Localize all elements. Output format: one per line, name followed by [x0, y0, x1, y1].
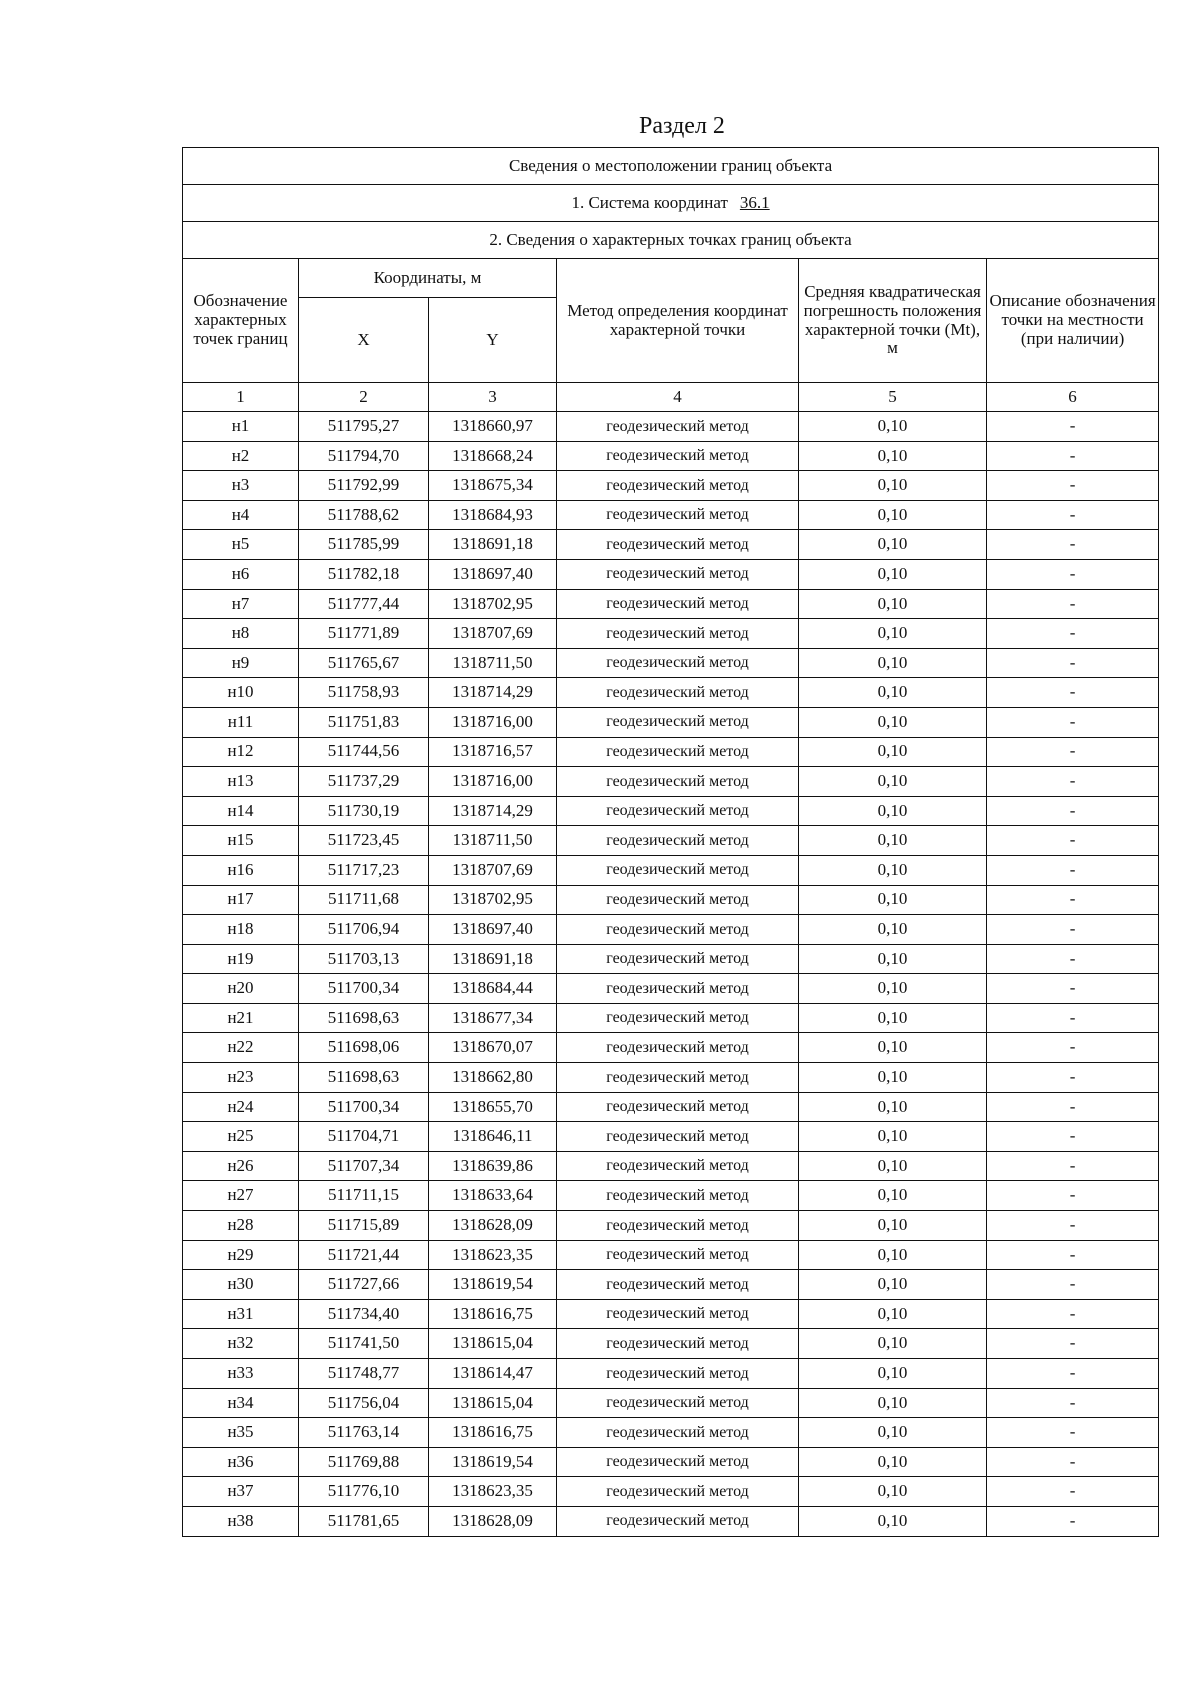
point-x: 511769,88	[299, 1447, 429, 1477]
point-y: 1318711,50	[429, 826, 557, 856]
point-description: -	[987, 1122, 1159, 1152]
point-method: геодезический метод	[557, 441, 799, 471]
point-y: 1318677,34	[429, 1003, 557, 1033]
point-method: геодезический метод	[557, 885, 799, 915]
point-method: геодезический метод	[557, 1122, 799, 1152]
point-y: 1318623,35	[429, 1477, 557, 1507]
point-method: геодезический метод	[557, 589, 799, 619]
point-mt: 0,10	[799, 1329, 987, 1359]
header-coordinates: Координаты, м	[299, 259, 557, 298]
point-description: -	[987, 1299, 1159, 1329]
point-x: 511744,56	[299, 737, 429, 767]
point-description: -	[987, 1092, 1159, 1122]
table-row	[183, 767, 1159, 797]
point-y: 1318639,86	[429, 1151, 557, 1181]
point-mt: 0,10	[799, 826, 987, 856]
point-method: геодезический метод	[557, 826, 799, 856]
point-method: геодезический метод	[557, 678, 799, 708]
table-row	[183, 1329, 1159, 1359]
point-description: -	[987, 1003, 1159, 1033]
table-row	[183, 707, 1159, 737]
point-y: 1318702,95	[429, 589, 557, 619]
point-x: 511758,93	[299, 678, 429, 708]
table-row	[183, 530, 1159, 560]
point-mt: 0,10	[799, 500, 987, 530]
point-x: 511700,34	[299, 1092, 429, 1122]
point-y: 1318675,34	[429, 471, 557, 501]
point-y: 1318684,44	[429, 974, 557, 1004]
point-id: н16	[183, 855, 299, 885]
point-x: 511782,18	[299, 559, 429, 589]
point-mt: 0,10	[799, 855, 987, 885]
point-description: -	[987, 678, 1159, 708]
point-mt: 0,10	[799, 1299, 987, 1329]
table-row	[183, 737, 1159, 767]
point-y: 1318707,69	[429, 855, 557, 885]
point-x: 511723,45	[299, 826, 429, 856]
point-id: н11	[183, 707, 299, 737]
point-x: 511751,83	[299, 707, 429, 737]
point-method: геодезический метод	[557, 707, 799, 737]
point-description: -	[987, 1211, 1159, 1241]
point-method: геодезический метод	[557, 500, 799, 530]
table-row	[183, 1506, 1159, 1536]
point-id: н9	[183, 648, 299, 678]
point-id: н23	[183, 1063, 299, 1093]
point-mt: 0,10	[799, 530, 987, 560]
point-x: 511706,94	[299, 915, 429, 945]
point-description: -	[987, 1359, 1159, 1389]
point-x: 511765,67	[299, 648, 429, 678]
point-y: 1318616,75	[429, 1299, 557, 1329]
point-method: геодезический метод	[557, 737, 799, 767]
column-number: 2	[299, 383, 429, 412]
point-description: -	[987, 589, 1159, 619]
point-id: н8	[183, 619, 299, 649]
table-row	[183, 944, 1159, 974]
point-mt: 0,10	[799, 1447, 987, 1477]
table-row	[183, 589, 1159, 619]
point-description: -	[987, 1240, 1159, 1270]
point-mt: 0,10	[799, 1003, 987, 1033]
table-row	[183, 1122, 1159, 1152]
point-x: 511737,29	[299, 767, 429, 797]
header-y: Y	[429, 298, 557, 383]
point-description: -	[987, 1418, 1159, 1448]
point-mt: 0,10	[799, 559, 987, 589]
point-mt: 0,10	[799, 707, 987, 737]
coord-system-value: 36.1	[739, 192, 770, 212]
table-row	[183, 1447, 1159, 1477]
point-x: 511776,10	[299, 1477, 429, 1507]
point-id: н7	[183, 589, 299, 619]
point-description: -	[987, 885, 1159, 915]
point-x: 511781,65	[299, 1506, 429, 1536]
column-number: 3	[429, 383, 557, 412]
point-y: 1318633,64	[429, 1181, 557, 1211]
point-x: 511785,99	[299, 530, 429, 560]
header-method: Метод определения координат характерной точки	[557, 259, 799, 383]
point-id: н37	[183, 1477, 299, 1507]
point-id: н29	[183, 1240, 299, 1270]
point-description: -	[987, 648, 1159, 678]
point-method: геодезический метод	[557, 648, 799, 678]
point-x: 511734,40	[299, 1299, 429, 1329]
point-mt: 0,10	[799, 1270, 987, 1300]
point-x: 511763,14	[299, 1418, 429, 1448]
point-y: 1318616,75	[429, 1418, 557, 1448]
coord-system-label: 1. Система координат	[571, 192, 728, 212]
point-id: н19	[183, 944, 299, 974]
point-description: -	[987, 1329, 1159, 1359]
point-description: -	[987, 855, 1159, 885]
point-id: н31	[183, 1299, 299, 1329]
point-method: геодезический метод	[557, 619, 799, 649]
point-x: 511711,15	[299, 1181, 429, 1211]
point-method: геодезический метод	[557, 915, 799, 945]
table-row	[183, 1033, 1159, 1063]
table-row	[183, 471, 1159, 501]
point-y: 1318716,00	[429, 707, 557, 737]
table-row	[183, 1151, 1159, 1181]
point-description: -	[987, 767, 1159, 797]
point-description: -	[987, 500, 1159, 530]
section-title: Раздел 2	[639, 113, 725, 139]
point-method: геодезический метод	[557, 1329, 799, 1359]
header-error: Средняя квадратическая погрешность положения характерной точки (Mt), м	[799, 259, 987, 383]
point-y: 1318691,18	[429, 530, 557, 560]
point-x: 511788,62	[299, 500, 429, 530]
point-y: 1318716,57	[429, 737, 557, 767]
point-x: 511700,34	[299, 974, 429, 1004]
point-y: 1318623,35	[429, 1240, 557, 1270]
point-id: н38	[183, 1506, 299, 1536]
point-id: н2	[183, 441, 299, 471]
point-description: -	[987, 471, 1159, 501]
point-mt: 0,10	[799, 1477, 987, 1507]
point-id: н32	[183, 1329, 299, 1359]
point-y: 1318697,40	[429, 915, 557, 945]
point-id: н25	[183, 1122, 299, 1152]
point-id: н35	[183, 1418, 299, 1448]
table-row	[183, 796, 1159, 826]
header-x: X	[299, 298, 429, 383]
point-x: 511704,71	[299, 1122, 429, 1152]
point-mt: 0,10	[799, 589, 987, 619]
point-mt: 0,10	[799, 1122, 987, 1152]
points-body	[183, 412, 1159, 1537]
point-y: 1318619,54	[429, 1447, 557, 1477]
point-x: 511727,66	[299, 1270, 429, 1300]
point-id: н17	[183, 885, 299, 915]
point-id: н3	[183, 471, 299, 501]
table-row	[183, 1092, 1159, 1122]
point-mt: 0,10	[799, 1181, 987, 1211]
point-mt: 0,10	[799, 1211, 987, 1241]
point-mt: 0,10	[799, 471, 987, 501]
point-id: н6	[183, 559, 299, 589]
point-y: 1318697,40	[429, 559, 557, 589]
point-description: -	[987, 1447, 1159, 1477]
point-description: -	[987, 1151, 1159, 1181]
point-description: -	[987, 1063, 1159, 1093]
table-row	[183, 1240, 1159, 1270]
coord-system-row	[183, 185, 1159, 222]
point-description: -	[987, 412, 1159, 442]
point-id: н1	[183, 412, 299, 442]
point-method: геодезический метод	[557, 471, 799, 501]
point-mt: 0,10	[799, 1092, 987, 1122]
point-description: -	[987, 974, 1159, 1004]
point-id: н22	[183, 1033, 299, 1063]
point-x: 511721,44	[299, 1240, 429, 1270]
point-id: н21	[183, 1003, 299, 1033]
table-row	[183, 915, 1159, 945]
point-x: 511715,89	[299, 1211, 429, 1241]
header-designation: Обозначение характерных точек границ	[183, 259, 299, 383]
column-number: 6	[987, 383, 1159, 412]
point-mt: 0,10	[799, 1388, 987, 1418]
table-row	[183, 855, 1159, 885]
point-y: 1318628,09	[429, 1211, 557, 1241]
point-mt: 0,10	[799, 648, 987, 678]
point-id: н36	[183, 1447, 299, 1477]
point-x: 511771,89	[299, 619, 429, 649]
point-description: -	[987, 944, 1159, 974]
point-y: 1318628,09	[429, 1506, 557, 1536]
point-id: н13	[183, 767, 299, 797]
point-mt: 0,10	[799, 1033, 987, 1063]
point-y: 1318714,29	[429, 796, 557, 826]
point-mt: 0,10	[799, 737, 987, 767]
point-mt: 0,10	[799, 619, 987, 649]
point-x: 511792,99	[299, 471, 429, 501]
point-id: н10	[183, 678, 299, 708]
point-description: -	[987, 1033, 1159, 1063]
table-row	[183, 412, 1159, 442]
point-id: н27	[183, 1181, 299, 1211]
point-method: геодезический метод	[557, 1092, 799, 1122]
header-description: Описание обозначения точки на местности (при наличии)	[987, 259, 1159, 383]
point-description: -	[987, 826, 1159, 856]
point-id: н20	[183, 974, 299, 1004]
table-row	[183, 1270, 1159, 1300]
table-row	[183, 1418, 1159, 1448]
point-mt: 0,10	[799, 1359, 987, 1389]
point-y: 1318711,50	[429, 648, 557, 678]
point-id: н4	[183, 500, 299, 530]
point-description: -	[987, 707, 1159, 737]
point-description: -	[987, 1181, 1159, 1211]
table-row	[183, 1211, 1159, 1241]
point-method: геодезический метод	[557, 855, 799, 885]
points-heading: 2. Сведения о характерных точках границ объекта	[183, 222, 1159, 259]
point-method: геодезический метод	[557, 1388, 799, 1418]
column-number: 4	[557, 383, 799, 412]
table-row	[183, 500, 1159, 530]
point-mt: 0,10	[799, 944, 987, 974]
point-description: -	[987, 737, 1159, 767]
point-x: 511707,34	[299, 1151, 429, 1181]
point-x: 511794,70	[299, 441, 429, 471]
point-x: 511698,06	[299, 1033, 429, 1063]
point-y: 1318615,04	[429, 1388, 557, 1418]
point-id: н26	[183, 1151, 299, 1181]
point-mt: 0,10	[799, 1063, 987, 1093]
point-method: геодезический метод	[557, 796, 799, 826]
point-mt: 0,10	[799, 974, 987, 1004]
table-row	[183, 1181, 1159, 1211]
point-description: -	[987, 559, 1159, 589]
point-mt: 0,10	[799, 1506, 987, 1536]
point-y: 1318668,24	[429, 441, 557, 471]
point-id: н33	[183, 1359, 299, 1389]
point-y: 1318702,95	[429, 885, 557, 915]
point-description: -	[987, 796, 1159, 826]
point-method: геодезический метод	[557, 944, 799, 974]
point-y: 1318684,93	[429, 500, 557, 530]
point-description: -	[987, 619, 1159, 649]
point-y: 1318662,80	[429, 1063, 557, 1093]
point-id: н18	[183, 915, 299, 945]
point-description: -	[987, 915, 1159, 945]
point-mt: 0,10	[799, 915, 987, 945]
point-mt: 0,10	[799, 885, 987, 915]
point-method: геодезический метод	[557, 1181, 799, 1211]
table-row	[183, 1003, 1159, 1033]
point-y: 1318619,54	[429, 1270, 557, 1300]
point-method: геодезический метод	[557, 767, 799, 797]
point-method: геодезический метод	[557, 559, 799, 589]
point-id: н34	[183, 1388, 299, 1418]
point-method: геодезический метод	[557, 1299, 799, 1329]
point-x: 511711,68	[299, 885, 429, 915]
point-x: 511703,13	[299, 944, 429, 974]
point-y: 1318615,04	[429, 1329, 557, 1359]
table-row	[183, 1063, 1159, 1093]
point-method: геодезический метод	[557, 1003, 799, 1033]
point-y: 1318714,29	[429, 678, 557, 708]
point-id: н30	[183, 1270, 299, 1300]
point-x: 511698,63	[299, 1063, 429, 1093]
point-y: 1318655,70	[429, 1092, 557, 1122]
point-y: 1318646,11	[429, 1122, 557, 1152]
point-id: н14	[183, 796, 299, 826]
column-number: 1	[183, 383, 299, 412]
point-description: -	[987, 530, 1159, 560]
point-method: геодезический метод	[557, 1506, 799, 1536]
point-y: 1318707,69	[429, 619, 557, 649]
point-id: н28	[183, 1211, 299, 1241]
point-x: 511777,44	[299, 589, 429, 619]
point-method: геодезический метод	[557, 1033, 799, 1063]
point-x: 511741,50	[299, 1329, 429, 1359]
table-row	[183, 441, 1159, 471]
point-x: 511717,23	[299, 855, 429, 885]
point-method: геодезический метод	[557, 1418, 799, 1448]
point-mt: 0,10	[799, 1151, 987, 1181]
point-y: 1318716,00	[429, 767, 557, 797]
point-method: геодезический метод	[557, 1240, 799, 1270]
point-method: геодезический метод	[557, 1063, 799, 1093]
point-description: -	[987, 1477, 1159, 1507]
table-row	[183, 1299, 1159, 1329]
table-row	[183, 1388, 1159, 1418]
point-id: н24	[183, 1092, 299, 1122]
point-x: 511756,04	[299, 1388, 429, 1418]
point-description: -	[987, 441, 1159, 471]
point-method: геодезический метод	[557, 1270, 799, 1300]
point-y: 1318614,47	[429, 1359, 557, 1389]
point-method: геодезический метод	[557, 974, 799, 1004]
point-id: н5	[183, 530, 299, 560]
table-row	[183, 678, 1159, 708]
point-method: геодезический метод	[557, 1211, 799, 1241]
table-row	[183, 885, 1159, 915]
point-mt: 0,10	[799, 1418, 987, 1448]
point-method: геодезический метод	[557, 1151, 799, 1181]
point-mt: 0,10	[799, 412, 987, 442]
point-method: геодезический метод	[557, 1447, 799, 1477]
point-method: геодезический метод	[557, 530, 799, 560]
table-row	[183, 974, 1159, 1004]
point-description: -	[987, 1506, 1159, 1536]
column-number: 5	[799, 383, 987, 412]
table-row	[183, 648, 1159, 678]
point-x: 511748,77	[299, 1359, 429, 1389]
point-x: 511730,19	[299, 796, 429, 826]
point-mt: 0,10	[799, 678, 987, 708]
point-x: 511698,63	[299, 1003, 429, 1033]
table-row	[183, 826, 1159, 856]
point-method: геодезический метод	[557, 1359, 799, 1389]
point-mt: 0,10	[799, 796, 987, 826]
table-row	[183, 559, 1159, 589]
point-method: геодезический метод	[557, 412, 799, 442]
point-y: 1318691,18	[429, 944, 557, 974]
point-mt: 0,10	[799, 1240, 987, 1270]
point-id: н15	[183, 826, 299, 856]
boundary-points-table	[182, 147, 1159, 1537]
point-y: 1318670,07	[429, 1033, 557, 1063]
table-row	[183, 1359, 1159, 1389]
point-description: -	[987, 1270, 1159, 1300]
table-row	[183, 1477, 1159, 1507]
point-id: н12	[183, 737, 299, 767]
point-mt: 0,10	[799, 441, 987, 471]
table-caption: Сведения о местоположении границ объекта	[183, 148, 1159, 185]
point-description: -	[987, 1388, 1159, 1418]
point-x: 511795,27	[299, 412, 429, 442]
table-row	[183, 619, 1159, 649]
point-method: геодезический метод	[557, 1477, 799, 1507]
point-mt: 0,10	[799, 767, 987, 797]
point-y: 1318660,97	[429, 412, 557, 442]
